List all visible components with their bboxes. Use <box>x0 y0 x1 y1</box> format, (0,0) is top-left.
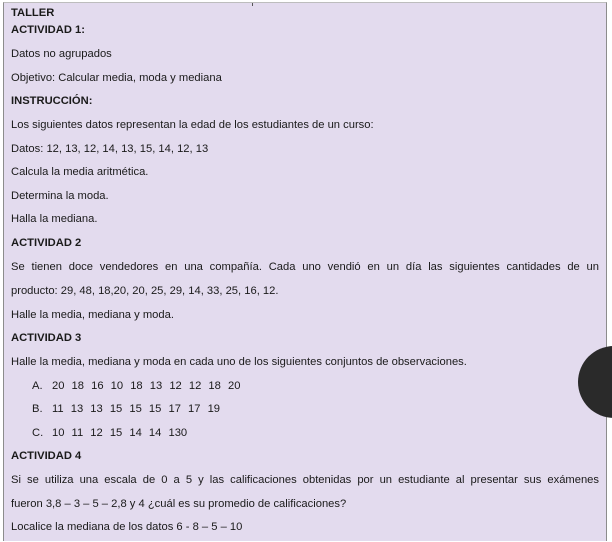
set-b-values: 11 13 13 15 15 15 17 17 19 <box>52 403 221 415</box>
activity4-text-line1: Si se utiliza una escala de 0 a 5 y las calificaciones obtenidas por un estudiante al presentar sus exámenes <box>11 474 599 486</box>
activity1-intro: Los siguientes datos representan la edad de los estudiantes de un curso: <box>11 119 374 131</box>
table-column-tick <box>252 3 253 6</box>
activity1-task-mean: Calcula la media aritmética. <box>11 166 149 178</box>
list-marker: A. <box>32 380 43 392</box>
activity2-text-line1: Se tienen doce vendedores en una compañía. Cada uno vendió en un día las siguientes cantidades de un <box>11 261 599 273</box>
list-marker: B. <box>32 403 43 415</box>
activity3-intro: Halle la media, mediana y moda en cada uno de los siguientes conjuntos de observaciones. <box>11 356 467 368</box>
list-marker: C. <box>32 427 44 439</box>
activity2-text-line2: producto: 29, 48, 18,20, 20, 25, 29, 14, 33, 25, 16, 12. <box>11 285 279 297</box>
activity3-heading: ACTIVIDAD 3 <box>11 332 82 344</box>
activity2-task: Halle la media, mediana y moda. <box>11 309 174 321</box>
set-c-values: 10 11 12 15 14 14 130 <box>52 427 188 439</box>
activity4-text-line2: fueron 3,8 – 3 – 5 – 2,8 y 4 ¿cuál es su promedio de calificaciones? <box>11 498 347 510</box>
document-cell <box>3 2 607 541</box>
instruction-heading: INSTRUCCIÓN: <box>11 95 93 107</box>
list-item <box>4 426 604 440</box>
activity1-heading: ACTIVIDAD 1: <box>11 24 85 36</box>
activity1-task-median: Halla la mediana. <box>11 213 98 225</box>
activity1-data: Datos: 12, 13, 12, 14, 13, 15, 14, 12, 13 <box>11 143 209 155</box>
activity2-heading: ACTIVIDAD 2 <box>11 237 82 249</box>
set-a-values: 20 18 16 10 18 13 12 12 18 20 <box>52 380 241 392</box>
activity1-subtitle: Datos no agrupados <box>11 48 112 60</box>
list-item <box>4 379 604 393</box>
activity4-heading: ACTIVIDAD 4 <box>11 450 82 462</box>
list-item <box>4 402 604 416</box>
document-title: TALLER <box>11 7 55 19</box>
activity1-objective: Objetivo: Calcular media, moda y mediana <box>11 72 222 84</box>
activity4-task: Localice la mediana de los datos 6 - 8 – 5 – 10 <box>11 521 243 533</box>
activity1-task-mode: Determina la moda. <box>11 190 109 202</box>
